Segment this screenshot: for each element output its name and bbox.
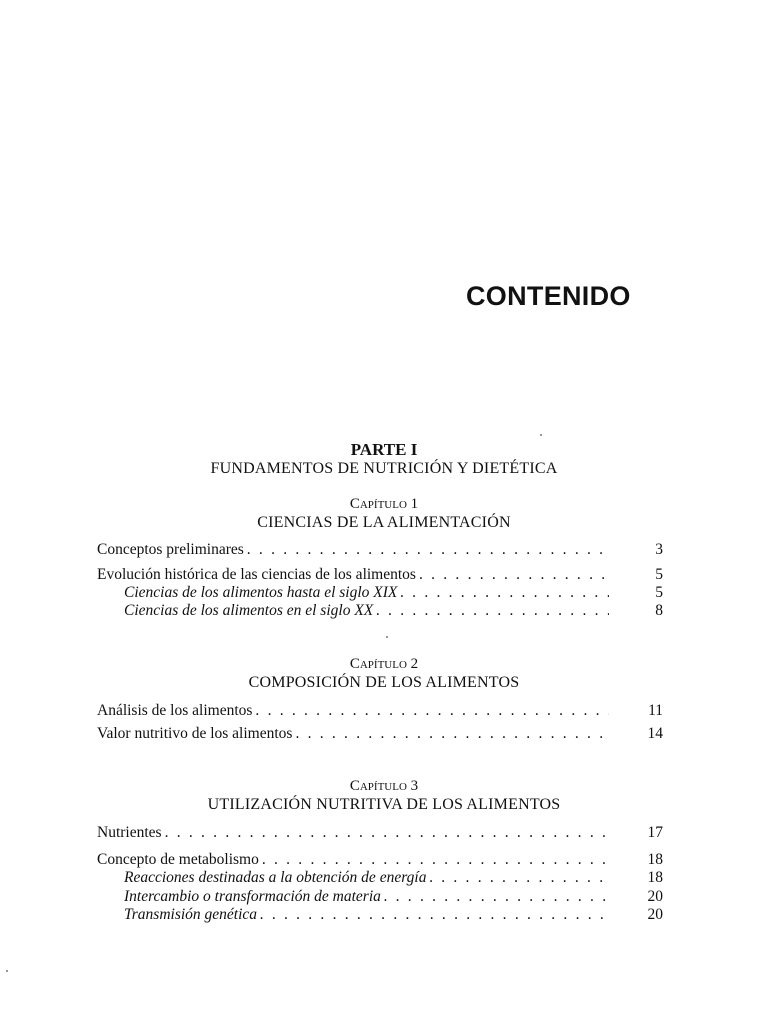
toc-entry xyxy=(97,850,663,870)
toc-entry-text: Intercambio o transformación de materia xyxy=(124,888,381,905)
toc-entry xyxy=(97,724,663,744)
chapter-3-label: Capítulo 3 xyxy=(349,778,419,794)
toc-page-number: 5 xyxy=(655,566,663,583)
toc-page-number: 14 xyxy=(647,725,663,742)
toc-subentry xyxy=(124,887,663,907)
toc-entry-text: Concepto de metabolismo xyxy=(97,851,259,868)
toc-page-number: 20 xyxy=(647,888,663,905)
dot-leader xyxy=(384,887,609,907)
dot-leader xyxy=(429,868,609,888)
toc-subentry xyxy=(124,868,663,888)
dot-leader xyxy=(247,540,609,560)
toc-entry xyxy=(97,565,663,585)
toc-entry-text: Reacciones destinadas a la obtención de energía xyxy=(124,869,427,886)
chapter-1-label: Capítulo 1 xyxy=(349,496,419,512)
toc-subentry xyxy=(124,905,663,925)
chapter-2-title: COMPOSICIÓN DE LOS ALIMENTOS xyxy=(248,674,520,691)
scan-speck xyxy=(540,434,542,436)
toc-subentry xyxy=(124,601,663,621)
part-label: PARTE I xyxy=(350,440,418,459)
dot-leader xyxy=(400,583,609,603)
dot-leader xyxy=(295,724,609,744)
toc-page-number: 17 xyxy=(647,824,663,841)
toc-entry-text: Ciencias de los alimentos hasta el siglo XIX xyxy=(124,584,398,601)
toc-page-number: 18 xyxy=(647,869,663,886)
dot-leader xyxy=(165,823,609,843)
toc-entry xyxy=(97,701,663,721)
toc-entry-text: Ciencias de los alimentos en el siglo XX xyxy=(124,602,374,619)
scan-speck xyxy=(6,970,8,972)
toc-entry xyxy=(97,823,663,843)
toc-page-number: 11 xyxy=(648,702,663,719)
toc-entry-text: Valor nutritivo de los alimentos xyxy=(97,725,293,742)
part-title: FUNDAMENTOS DE NUTRICIÓN Y DIETÉTICA xyxy=(210,460,558,477)
toc-subentry xyxy=(124,583,663,603)
page-title: CONTENIDO xyxy=(466,281,631,311)
dot-leader xyxy=(419,565,609,585)
toc-page-number: 8 xyxy=(655,602,663,619)
toc-page-number: 3 xyxy=(655,541,663,558)
scan-speck xyxy=(386,636,388,638)
dot-leader xyxy=(255,701,609,721)
toc-entry xyxy=(97,540,663,560)
dot-leader xyxy=(262,850,609,870)
toc-entry-text: Conceptos preliminares xyxy=(97,541,244,558)
toc-entry-text: Evolución histórica de las ciencias de los alimentos xyxy=(97,566,416,583)
dot-leader xyxy=(376,601,609,621)
chapter-2-label: Capítulo 2 xyxy=(349,656,419,672)
chapter-3-title: UTILIZACIÓN NUTRITIVA DE LOS ALIMENTOS xyxy=(207,796,561,813)
toc-page-number: 20 xyxy=(647,906,663,923)
toc-entry-text: Transmisión genética xyxy=(124,906,258,923)
dot-leader xyxy=(260,905,609,925)
chapter-1-title: CIENCIAS DE LA ALIMENTACIÓN xyxy=(257,514,511,531)
toc-page-number: 18 xyxy=(647,851,663,868)
toc-page-number: 5 xyxy=(655,584,663,601)
toc-entry-text: Nutrientes xyxy=(97,824,162,841)
toc-entry-text: Análisis de los alimentos xyxy=(97,702,253,719)
